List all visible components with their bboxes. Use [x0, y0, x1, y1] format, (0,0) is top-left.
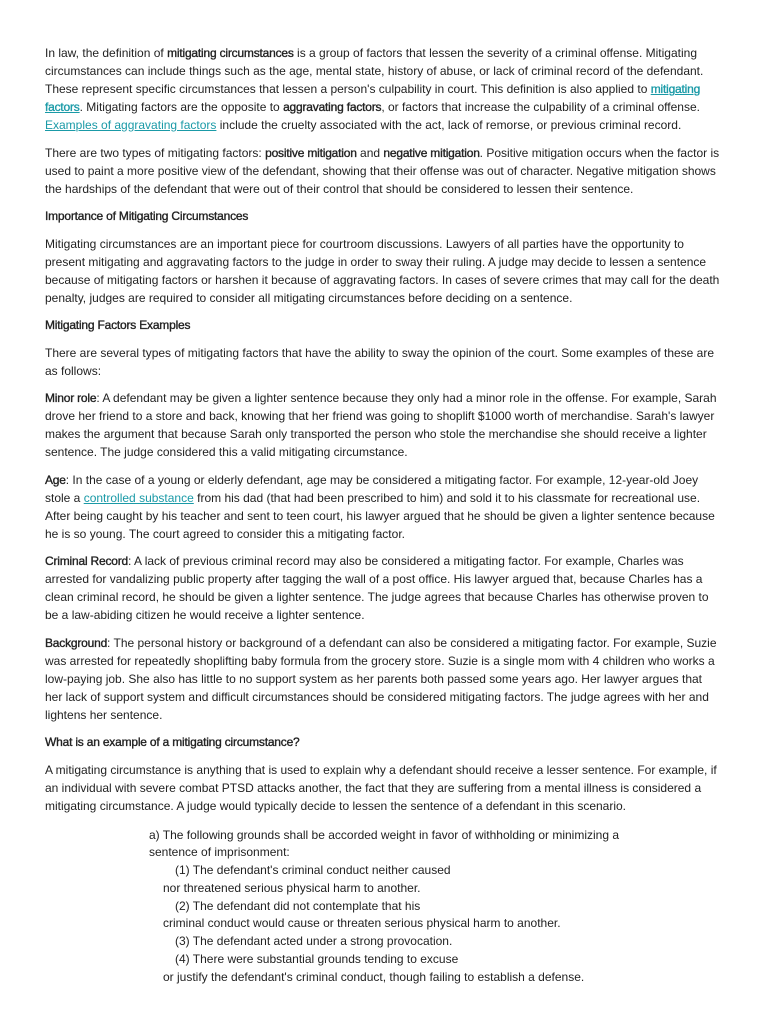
criminal-record-paragraph [45, 552, 720, 624]
term-minor-role: Minor role [45, 391, 97, 405]
text: : A defendant may be given a lighter sentence because they only had a minor role in the offense. For example, Sarah drove her friend to a store and back, knowing that her friend was going to shoplift $1000 worth of merchandise. Sarah's lawyer makes the argument that because Sarah only transported the person who stole the merchandise she should receive a lighter sentence. The judge considered this a valid mitigating circumstance. [45, 391, 717, 459]
statute-line: nor threatened serious physical harm to another. [163, 880, 421, 895]
text: and [356, 145, 384, 160]
examples-intro-paragraph: There are several types of mitigating factors that have the ability to sway the opinion of the court. Some examples of these are as follows: [45, 345, 715, 378]
text: . Positive mitigation occurs when the factor is used to paint a more positive view of the defendant, showing that their offense was out of character. Negative mitigation shows the hardships of the defendant that were out of their control that should be considered to lessen their sentence. [45, 145, 720, 196]
term-criminal-record: Criminal Record [45, 554, 129, 568]
term-age: Age [45, 472, 66, 487]
minor-role-paragraph [45, 389, 720, 461]
statute-line: (4) There were substantial grounds tending to excuse [175, 952, 459, 967]
term-mitigating-circumstances: mitigating circumstances [167, 46, 294, 60]
age-paragraph [45, 471, 720, 543]
statute-line: sentence of imprisonment: [149, 845, 290, 860]
statute-line: (2) The defendant did not contemplate that his [175, 898, 421, 913]
heading-examples: Mitigating Factors Examples [45, 318, 191, 332]
text: include the cruelty associated with the act, lack of remorse, or previous criminal record. [216, 118, 682, 132]
statute-quote [149, 827, 720, 987]
heading-example-question: What is an example of a mitigating circumstance? [45, 735, 300, 749]
heading-importance: Importance of Mitigating Circumstances [45, 209, 249, 223]
statute-line: (1) The defendant's criminal conduct neither caused [175, 863, 451, 878]
term-aggravating-factors: aggravating factors [283, 100, 382, 114]
text: : A lack of previous criminal record may also be considered a mitigating factor. For example, Charles was arrested for vandalizing public property after tagging the wall of a post office. His lawyer argued that, because Charles has a clean criminal record, he should be given a lighter sentence. The judge agrees that because Charles has otherwise proven to be a law-abiding citizen he would receive a lighter sentence. [45, 554, 709, 622]
text: , or factors that increase the culpability of a criminal offense. [381, 100, 700, 114]
text: from his dad (that had been prescribed to him) and sold it to his classmate for recreational use. After being caught by his teacher and sent to teen court, his lawyer argued that he should be given a lighter sentence because he is so young. The court agreed to consider this a mitigating factor. [45, 490, 715, 541]
text: . Mitigating factors are the opposite to [79, 100, 284, 114]
term-background: Background [45, 635, 108, 650]
types-paragraph [45, 144, 720, 198]
text: : The personal history or background of a defendant can also be considered a mitigating factor. For example, Suzie was arrested for repeatedly shoplifting baby formula from the grocery store. Suzie is a single mom with 4 children who works a low-paying job. She also has little to no support system as her parents both passed some years ago. Her lawyer argues that her lack of support system and difficult circumstances should be considered mitigating factors. The judge agrees with her and lightens her sentence. [45, 635, 717, 722]
link-examples-aggravating-factors[interactable]: Examples of aggravating factors [45, 118, 217, 132]
text: In law, the definition of [45, 46, 168, 60]
statute-line: or justify the defendant's criminal conduct, though failing to establish a defense. [163, 969, 585, 984]
importance-paragraph: Mitigating circumstances are an important piece for courtroom discussions. Lawyers of all parties have the opportunity to present mitigating and aggravating factors to the judge in order to sway their ruling. A judge may decide to lessen a sentence because of mitigating factors or harshen it because of aggravating factors. In cases of severe crimes that may call for the death penalty, judges are required to consider all mitigating circumstances before deciding on a sentence. [45, 236, 720, 305]
term-positive-mitigation: positive mitigation [265, 145, 357, 160]
link-mitigating-factors[interactable]: mitigating factors [45, 82, 701, 114]
text: There are two types of mitigating factors: [45, 145, 266, 160]
link-controlled-substance[interactable]: controlled substance [83, 490, 194, 505]
term-negative-mitigation: negative mitigation [383, 145, 480, 160]
text: : In the case of a young or elderly defendant, age may be considered a mitigating factor. For example, 12-year-old Joey stole a [45, 472, 699, 505]
text: is a group of factors that lessen the severity of a criminal offense. Mitigating circumstances can include things such as the age, mental state, history of abuse, or lack of criminal record of the defendant. These represent specific circumstances that lessen a person's culpability in court. This definition is also applied to [45, 46, 704, 96]
example-answer-paragraph: A mitigating circumstance is anything that is used to explain why a defendant should receive a lesser sentence. For example, if an individual with severe combat PTSD attacks another, the fact that they are suffering from a mental illness is considered a mitigating circumstance. A judge would typically decide to lessen the sentence of a defendant in this scenario. [45, 762, 717, 813]
statute-line: a) The following grounds shall be accorded weight in favor of withholding or minimizing a [149, 827, 620, 842]
statute-line: criminal conduct would cause or threaten serious physical harm to another. [163, 916, 561, 931]
statute-line: (3) The defendant acted under a strong provocation. [175, 934, 453, 949]
intro-paragraph [45, 44, 720, 134]
background-paragraph [45, 634, 720, 724]
